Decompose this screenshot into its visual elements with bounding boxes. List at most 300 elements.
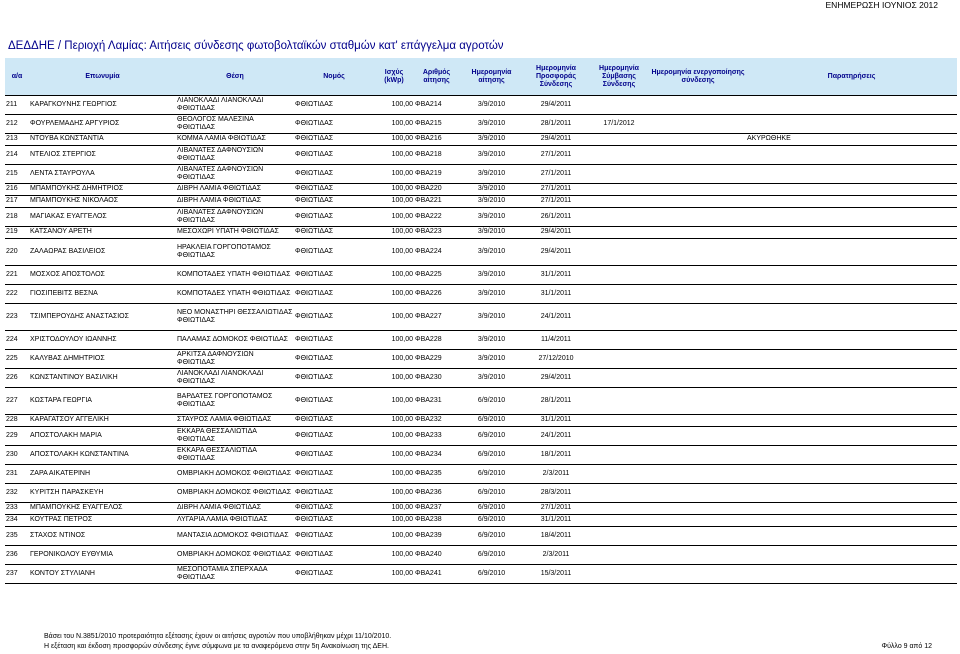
row-app-date: 3/9/2010 bbox=[459, 134, 524, 146]
row-app-date: 3/9/2010 bbox=[459, 96, 524, 115]
row-nomos: ΦΘΙΩΤΙΔΑΣ bbox=[294, 115, 374, 134]
row-aa: 221 bbox=[5, 266, 29, 285]
row-name: ΑΠΟΣΤΟΛΑΚΗ ΚΩΝΣΤΑΝΤΙΝΑ bbox=[29, 446, 176, 465]
row-app-date: 6/9/2010 bbox=[459, 503, 524, 515]
row-place: ΔΙΒΡΗ ΛΑΜΙΑ ΦΘΙΩΤΙΔΑΣ bbox=[176, 503, 294, 515]
row-app-date: 3/9/2010 bbox=[459, 196, 524, 208]
row-offer-date: 18/1/2011 bbox=[524, 446, 588, 465]
row-name: ΖΑΡΑ ΑΙΚΑΤΕΡΙΝΗ bbox=[29, 465, 176, 484]
row-app-number: ΦΒΑ239 bbox=[414, 527, 459, 546]
row-app-number: ΦΒΑ216 bbox=[414, 134, 459, 146]
row-contract-date bbox=[588, 446, 650, 465]
row-app-number: ΦΒΑ225 bbox=[414, 266, 459, 285]
row-nomos: ΦΘΙΩΤΙΔΑΣ bbox=[294, 565, 374, 584]
row-nomos: ΦΘΙΩΤΙΔΑΣ bbox=[294, 515, 374, 527]
row-app-date: 3/9/2010 bbox=[459, 350, 524, 369]
table-row bbox=[5, 427, 957, 446]
row-activation-date bbox=[650, 134, 746, 146]
row-name: ΜΠΑΜΠΟΥΚΗΣ ΔΗΜΗΤΡΙΟΣ bbox=[29, 184, 176, 196]
row-power: 100,00 bbox=[374, 465, 414, 484]
update-note: ΕΝΗΜΕΡΩΣΗ ΙΟΥΝΙΟΣ 2012 bbox=[825, 0, 938, 10]
row-place: ΜΕΣΟΠΟΤΑΜΙΑ ΣΠΕΡΧΑΔΑ ΦΘΙΩΤΙΔΑΣ bbox=[176, 565, 294, 584]
row-contract-date bbox=[588, 565, 650, 584]
row-contract-date bbox=[588, 146, 650, 165]
row-name: ΚΑΡΑΓΚΟΥΝΗΣ ΓΕΩΡΓΙΟΣ bbox=[29, 96, 176, 115]
row-power: 100,00 bbox=[374, 266, 414, 285]
row-nomos: ΦΘΙΩΤΙΔΑΣ bbox=[294, 266, 374, 285]
row-aa: 219 bbox=[5, 227, 29, 239]
row-app-number: ΦΒΑ237 bbox=[414, 503, 459, 515]
row-offer-date: 27/1/2011 bbox=[524, 146, 588, 165]
table-row bbox=[5, 96, 957, 115]
row-name: ΑΠΟΣΤΟΛΑΚΗ ΜΑΡΙΑ bbox=[29, 427, 176, 446]
row-power: 100,00 bbox=[374, 565, 414, 584]
row-app-date: 6/9/2010 bbox=[459, 388, 524, 415]
row-app-number: ΦΒΑ232 bbox=[414, 415, 459, 427]
row-app-date: 3/9/2010 bbox=[459, 369, 524, 388]
row-power: 100,00 bbox=[374, 331, 414, 350]
row-power: 100,00 bbox=[374, 503, 414, 515]
row-app-date: 3/9/2010 bbox=[459, 285, 524, 304]
row-offer-date: 28/1/2011 bbox=[524, 115, 588, 134]
row-contract-date bbox=[588, 208, 650, 227]
row-aa: 216 bbox=[5, 184, 29, 196]
row-place: ΕΚΚΑΡΑ ΘΕΣΣΑΛΙΩΤΙΔΑ ΦΘΙΩΤΙΔΑΣ bbox=[176, 446, 294, 465]
row-name: ΜΟΣΧΟΣ ΑΠΟΣΤΟΛΟΣ bbox=[29, 266, 176, 285]
row-contract-date bbox=[588, 285, 650, 304]
row-app-date: 6/9/2010 bbox=[459, 546, 524, 565]
row-offer-date: 24/1/2011 bbox=[524, 427, 588, 446]
row-contract-date bbox=[588, 184, 650, 196]
row-offer-date: 31/1/2011 bbox=[524, 415, 588, 427]
row-notes bbox=[746, 446, 957, 465]
row-app-date: 3/9/2010 bbox=[459, 184, 524, 196]
row-app-number: ΦΒΑ221 bbox=[414, 196, 459, 208]
table-row bbox=[5, 285, 957, 304]
row-app-date: 3/9/2010 bbox=[459, 115, 524, 134]
row-notes bbox=[746, 503, 957, 515]
row-notes bbox=[746, 388, 957, 415]
row-activation-date bbox=[650, 388, 746, 415]
row-place: ΘΕΟΛΟΓΟΣ ΜΑΛΕΣΙΝΑ ΦΘΙΩΤΙΔΑΣ bbox=[176, 115, 294, 134]
footer-line-1: Βάσει του Ν.3851/2010 προτεραιότητα εξέτασης έχουν οι αιτήσεις αγροτών που υποβλήθηκαν μέχρι 11/10/2010. bbox=[44, 633, 392, 640]
table-row bbox=[5, 484, 957, 503]
row-power: 100,00 bbox=[374, 184, 414, 196]
row-activation-date bbox=[650, 96, 746, 115]
row-activation-date bbox=[650, 285, 746, 304]
row-notes bbox=[746, 184, 957, 196]
row-notes bbox=[746, 427, 957, 446]
row-notes bbox=[746, 527, 957, 546]
row-app-number: ΦΒΑ226 bbox=[414, 285, 459, 304]
row-place: ΚΟΜΠΟΤΑΔΕΣ ΥΠΑΤΗ ΦΘΙΩΤΙΔΑΣ bbox=[176, 285, 294, 304]
row-nomos: ΦΘΙΩΤΙΔΑΣ bbox=[294, 331, 374, 350]
row-activation-date bbox=[650, 515, 746, 527]
row-name: ΚΟΝΤΟΥ ΣΤΥΛΙΑΝΗ bbox=[29, 565, 176, 584]
row-contract-date bbox=[588, 415, 650, 427]
row-contract-date bbox=[588, 96, 650, 115]
row-contract-date bbox=[588, 388, 650, 415]
row-nomos: ΦΘΙΩΤΙΔΑΣ bbox=[294, 446, 374, 465]
row-offer-date: 18/4/2011 bbox=[524, 527, 588, 546]
row-aa: 227 bbox=[5, 388, 29, 415]
row-place: ΚΟΜΠΟΤΑΔΕΣ ΥΠΑΤΗ ΦΘΙΩΤΙΔΑΣ bbox=[176, 266, 294, 285]
row-nomos: ΦΘΙΩΤΙΔΑΣ bbox=[294, 208, 374, 227]
row-app-date: 6/9/2010 bbox=[459, 565, 524, 584]
sheet-number: Φύλλο 9 από 12 bbox=[881, 643, 932, 650]
row-name: ΝΤΟΥΒΑ ΚΩΝΣΤΑΝΤΙΑ bbox=[29, 134, 176, 146]
row-name: ΚΟΥΤΡΑΣ ΠΕΤΡΟΣ bbox=[29, 515, 176, 527]
row-activation-date bbox=[650, 227, 746, 239]
row-activation-date bbox=[650, 465, 746, 484]
row-contract-date bbox=[588, 369, 650, 388]
row-power: 100,00 bbox=[374, 515, 414, 527]
row-contract-date bbox=[588, 134, 650, 146]
row-power: 100,00 bbox=[374, 369, 414, 388]
table-row bbox=[5, 239, 957, 266]
row-notes bbox=[746, 350, 957, 369]
row-app-number: ΦΒΑ236 bbox=[414, 484, 459, 503]
row-name: ΝΤΕΛΙΟΣ ΣΤΕΡΓΙΟΣ bbox=[29, 146, 176, 165]
row-place: ΟΜΒΡΙΑΚΗ ΔΟΜΟΚΟΣ ΦΘΙΩΤΙΔΑΣ bbox=[176, 484, 294, 503]
row-aa: 232 bbox=[5, 484, 29, 503]
table-row bbox=[5, 546, 957, 565]
row-offer-date: 27/1/2011 bbox=[524, 503, 588, 515]
row-power: 100,00 bbox=[374, 227, 414, 239]
row-activation-date bbox=[650, 415, 746, 427]
col-header-app-date: Ημερομηνία αίτησης bbox=[459, 58, 524, 96]
row-name: ΜΠΑΜΠΟΥΚΗΣ ΝΙΚΟΛΑΟΣ bbox=[29, 196, 176, 208]
table-row bbox=[5, 208, 957, 227]
row-app-number: ΦΒΑ235 bbox=[414, 465, 459, 484]
col-header-contract-date: Ημερομηνία Σύμβασης Σύνδεσης bbox=[588, 58, 650, 96]
row-nomos: ΦΘΙΩΤΙΔΑΣ bbox=[294, 369, 374, 388]
row-offer-date: 27/1/2011 bbox=[524, 165, 588, 184]
table-row bbox=[5, 227, 957, 239]
row-app-date: 3/9/2010 bbox=[459, 239, 524, 266]
col-header-activation-date: Ημερομηνία ενεργοποίησης σύνδεσης bbox=[650, 58, 746, 96]
row-nomos: ΦΘΙΩΤΙΔΑΣ bbox=[294, 388, 374, 415]
row-app-number: ΦΒΑ224 bbox=[414, 239, 459, 266]
col-header-aa: α/α bbox=[5, 58, 29, 96]
row-notes bbox=[746, 165, 957, 184]
row-place: ΔΙΒΡΗ ΛΑΜΙΑ ΦΘΙΩΤΙΔΑΣ bbox=[176, 184, 294, 196]
row-contract-date bbox=[588, 227, 650, 239]
row-activation-date bbox=[650, 165, 746, 184]
table-row bbox=[5, 350, 957, 369]
row-activation-date bbox=[650, 208, 746, 227]
row-aa: 217 bbox=[5, 196, 29, 208]
row-app-number: ΦΒΑ214 bbox=[414, 96, 459, 115]
row-offer-date: 28/3/2011 bbox=[524, 484, 588, 503]
row-nomos: ΦΘΙΩΤΙΔΑΣ bbox=[294, 146, 374, 165]
row-name: ΚΑΛΥΒΑΣ ΔΗΜΗΤΡΙΟΣ bbox=[29, 350, 176, 369]
row-power: 100,00 bbox=[374, 165, 414, 184]
table-row bbox=[5, 503, 957, 515]
table-row bbox=[5, 196, 957, 208]
row-offer-date: 28/1/2011 bbox=[524, 388, 588, 415]
row-aa: 230 bbox=[5, 446, 29, 465]
row-place: ΠΑΛΑΜΑΣ ΔΟΜΟΚΟΣ ΦΘΙΩΤΙΔΑΣ bbox=[176, 331, 294, 350]
row-app-number: ΦΒΑ215 bbox=[414, 115, 459, 134]
header-row bbox=[5, 58, 957, 96]
row-app-date: 3/9/2010 bbox=[459, 146, 524, 165]
table-row bbox=[5, 266, 957, 285]
row-nomos: ΦΘΙΩΤΙΔΑΣ bbox=[294, 304, 374, 331]
row-activation-date bbox=[650, 239, 746, 266]
row-nomos: ΦΘΙΩΤΙΔΑΣ bbox=[294, 239, 374, 266]
row-name: ΤΣΙΜΠΕΡΟΥΔΗΣ ΑΝΑΣΤΑΣΙΟΣ bbox=[29, 304, 176, 331]
row-app-date: 6/9/2010 bbox=[459, 446, 524, 465]
row-place: ΚΟΜΜΑ ΛΑΜΙΑ ΦΘΙΩΤΙΔΑΣ bbox=[176, 134, 294, 146]
row-notes bbox=[746, 146, 957, 165]
row-contract-date bbox=[588, 304, 650, 331]
row-app-number: ΦΒΑ240 bbox=[414, 546, 459, 565]
row-power: 100,00 bbox=[374, 546, 414, 565]
row-offer-date: 27/12/2010 bbox=[524, 350, 588, 369]
row-name: ΓΕΡΟΝΙΚΟΛΟΥ ΕΥΘΥΜΙΑ bbox=[29, 546, 176, 565]
row-power: 100,00 bbox=[374, 484, 414, 503]
row-nomos: ΦΘΙΩΤΙΔΑΣ bbox=[294, 546, 374, 565]
row-place: ΜΑΝΤΑΣΙΑ ΔΟΜΟΚΟΣ ΦΘΙΩΤΙΔΑΣ bbox=[176, 527, 294, 546]
row-aa: 214 bbox=[5, 146, 29, 165]
row-nomos: ΦΘΙΩΤΙΔΑΣ bbox=[294, 184, 374, 196]
row-notes bbox=[746, 546, 957, 565]
row-aa: 213 bbox=[5, 134, 29, 146]
table-row bbox=[5, 184, 957, 196]
row-offer-date: 26/1/2011 bbox=[524, 208, 588, 227]
row-place: ΒΑΡΔΑΤΕΣ ΓΟΡΓΟΠΟΤΑΜΟΣ ΦΘΙΩΤΙΔΑΣ bbox=[176, 388, 294, 415]
row-activation-date bbox=[650, 546, 746, 565]
row-contract-date bbox=[588, 465, 650, 484]
row-contract-date bbox=[588, 239, 650, 266]
row-activation-date bbox=[650, 527, 746, 546]
footer-notes bbox=[44, 632, 391, 651]
row-aa: 212 bbox=[5, 115, 29, 134]
row-app-number: ΦΒΑ229 bbox=[414, 350, 459, 369]
row-activation-date bbox=[650, 427, 746, 446]
row-place: ΜΕΣΟΧΩΡΙ ΥΠΑΤΗ ΦΘΙΩΤΙΔΑΣ bbox=[176, 227, 294, 239]
row-power: 100,00 bbox=[374, 285, 414, 304]
row-app-number: ΦΒΑ220 bbox=[414, 184, 459, 196]
row-power: 100,00 bbox=[374, 196, 414, 208]
row-aa: 220 bbox=[5, 239, 29, 266]
row-activation-date bbox=[650, 484, 746, 503]
row-nomos: ΦΘΙΩΤΙΔΑΣ bbox=[294, 503, 374, 515]
row-name: ΛΕΝΤΑ ΣΤΑΥΡΟΥΛΑ bbox=[29, 165, 176, 184]
row-power: 100,00 bbox=[374, 350, 414, 369]
row-offer-date: 29/4/2011 bbox=[524, 239, 588, 266]
table-row bbox=[5, 146, 957, 165]
row-app-number: ΦΒΑ222 bbox=[414, 208, 459, 227]
col-header-app-number: Αριθμός αίτησης bbox=[414, 58, 459, 96]
row-nomos: ΦΘΙΩΤΙΔΑΣ bbox=[294, 527, 374, 546]
row-offer-date: 11/4/2011 bbox=[524, 331, 588, 350]
row-place: ΑΡΚΙΤΣΑ ΔΑΦΝΟΥΣΙΩΝ ΦΘΙΩΤΙΔΑΣ bbox=[176, 350, 294, 369]
row-nomos: ΦΘΙΩΤΙΔΑΣ bbox=[294, 350, 374, 369]
row-app-number: ΦΒΑ227 bbox=[414, 304, 459, 331]
row-place: ΛΙΑΝΟΚΛΑΔΙ ΛΙΑΝΟΚΛΑΔΙ ΦΘΙΩΤΙΔΑΣ bbox=[176, 369, 294, 388]
row-contract-date bbox=[588, 546, 650, 565]
row-offer-date: 29/4/2011 bbox=[524, 96, 588, 115]
row-app-date: 6/9/2010 bbox=[459, 415, 524, 427]
row-activation-date bbox=[650, 304, 746, 331]
row-app-date: 6/9/2010 bbox=[459, 515, 524, 527]
row-notes bbox=[746, 565, 957, 584]
footer-line-2: Η εξέταση και έκδοση προσφορών σύνδεσης έγινε σύμφωνα με τα αναφερόμενα στην 5η Ανακοίνωση της ΔΕΗ. bbox=[44, 642, 389, 650]
table-row bbox=[5, 304, 957, 331]
page-title: ΔΕΔΔΗΕ / Περιοχή Λαμίας: Αιτήσεις σύνδεσης φωτοβολταϊκών σταθμών κατ' επάγγελμα αγροτών bbox=[8, 40, 504, 52]
row-name: ΦΟΥΡΛΕΜΑΔΗΣ ΑΡΓΥΡΙΟΣ bbox=[29, 115, 176, 134]
row-nomos: ΦΘΙΩΤΙΔΑΣ bbox=[294, 465, 374, 484]
row-name: ΜΠΑΜΠΟΥΚΗΣ ΕΥΑΓΓΕΛΟΣ bbox=[29, 503, 176, 515]
row-contract-date bbox=[588, 515, 650, 527]
row-app-number: ΦΒΑ223 bbox=[414, 227, 459, 239]
row-app-number: ΦΒΑ228 bbox=[414, 331, 459, 350]
row-notes bbox=[746, 515, 957, 527]
row-power: 100,00 bbox=[374, 239, 414, 266]
row-aa: 231 bbox=[5, 465, 29, 484]
row-contract-date bbox=[588, 350, 650, 369]
row-app-number: ΦΒΑ230 bbox=[414, 369, 459, 388]
row-aa: 225 bbox=[5, 350, 29, 369]
row-place: ΔΙΒΡΗ ΛΑΜΙΑ ΦΘΙΩΤΙΔΑΣ bbox=[176, 196, 294, 208]
row-contract-date bbox=[588, 165, 650, 184]
row-offer-date: 29/4/2011 bbox=[524, 369, 588, 388]
row-app-number: ΦΒΑ231 bbox=[414, 388, 459, 415]
row-app-date: 6/9/2010 bbox=[459, 427, 524, 446]
col-header-offer-date: Ημερομηνία Προσφοράς Σύνδεσης bbox=[524, 58, 588, 96]
row-notes bbox=[746, 208, 957, 227]
row-place: ΗΡΑΚΛΕΙΑ ΓΟΡΓΟΠΟΤΑΜΟΣ ΦΘΙΩΤΙΔΑΣ bbox=[176, 239, 294, 266]
col-header-notes: Παρατηρήσεις bbox=[746, 58, 957, 96]
row-app-number: ΦΒΑ218 bbox=[414, 146, 459, 165]
table-row bbox=[5, 115, 957, 134]
row-app-date: 3/9/2010 bbox=[459, 304, 524, 331]
row-app-date: 3/9/2010 bbox=[459, 266, 524, 285]
row-contract-date: 17/1/2012 bbox=[588, 115, 650, 134]
row-aa: 233 bbox=[5, 503, 29, 515]
row-notes bbox=[746, 465, 957, 484]
row-name: ΖΑΛΑΩΡΑΣ ΒΑΣΙΛΕΙΟΣ bbox=[29, 239, 176, 266]
row-aa: 211 bbox=[5, 96, 29, 115]
table-body bbox=[5, 96, 957, 584]
row-offer-date: 27/1/2011 bbox=[524, 196, 588, 208]
row-offer-date: 31/1/2011 bbox=[524, 266, 588, 285]
row-notes bbox=[746, 369, 957, 388]
row-activation-date bbox=[650, 115, 746, 134]
row-aa: 222 bbox=[5, 285, 29, 304]
row-app-date: 3/9/2010 bbox=[459, 331, 524, 350]
row-aa: 229 bbox=[5, 427, 29, 446]
table-row bbox=[5, 331, 957, 350]
table-row bbox=[5, 527, 957, 546]
row-offer-date: 27/1/2011 bbox=[524, 184, 588, 196]
row-power: 100,00 bbox=[374, 427, 414, 446]
row-activation-date bbox=[650, 184, 746, 196]
row-power: 100,00 bbox=[374, 96, 414, 115]
row-contract-date bbox=[588, 266, 650, 285]
row-place: ΛΙΑΝΟΚΛΑΔΙ ΛΙΑΝΟΚΛΑΔΙ ΦΘΙΩΤΙΔΑΣ bbox=[176, 96, 294, 115]
row-app-date: 3/9/2010 bbox=[459, 165, 524, 184]
row-activation-date bbox=[650, 266, 746, 285]
row-power: 100,00 bbox=[374, 446, 414, 465]
row-activation-date bbox=[650, 146, 746, 165]
table-row bbox=[5, 565, 957, 584]
row-activation-date bbox=[650, 331, 746, 350]
row-notes bbox=[746, 484, 957, 503]
row-aa: 235 bbox=[5, 527, 29, 546]
table-row bbox=[5, 165, 957, 184]
col-header-place: Θέση bbox=[176, 58, 294, 96]
row-offer-date: 2/3/2011 bbox=[524, 546, 588, 565]
row-notes bbox=[746, 266, 957, 285]
row-power: 100,00 bbox=[374, 304, 414, 331]
row-name: ΜΑΓΙΑΚΑΣ ΕΥΑΓΓΕΛΟΣ bbox=[29, 208, 176, 227]
row-name: ΚΑΤΣΑΝΟΥ ΑΡΕΤΗ bbox=[29, 227, 176, 239]
row-place: ΣΤΑΥΡΟΣ ΛΑΜΙΑ ΦΘΙΩΤΙΔΑΣ bbox=[176, 415, 294, 427]
row-activation-date bbox=[650, 503, 746, 515]
row-offer-date: 24/1/2011 bbox=[524, 304, 588, 331]
applications-table bbox=[5, 58, 957, 584]
row-app-number: ΦΒΑ234 bbox=[414, 446, 459, 465]
row-name: ΣΤΑΧΟΣ ΝΤΙΝΟΣ bbox=[29, 527, 176, 546]
row-app-date: 3/9/2010 bbox=[459, 208, 524, 227]
row-contract-date bbox=[588, 196, 650, 208]
row-offer-date: 29/4/2011 bbox=[524, 227, 588, 239]
table-row bbox=[5, 388, 957, 415]
row-name: ΧΡΙΣΤΟΔΟΥΛΟΥ ΙΩΑΝΝΗΣ bbox=[29, 331, 176, 350]
row-notes bbox=[746, 196, 957, 208]
row-notes bbox=[746, 115, 957, 134]
row-nomos: ΦΘΙΩΤΙΔΑΣ bbox=[294, 134, 374, 146]
row-contract-date bbox=[588, 331, 650, 350]
row-app-number: ΦΒΑ233 bbox=[414, 427, 459, 446]
table-row bbox=[5, 515, 957, 527]
row-activation-date bbox=[650, 196, 746, 208]
row-offer-date: 29/4/2011 bbox=[524, 134, 588, 146]
row-place: ΛΙΒΑΝΑΤΕΣ ΔΑΦΝΟΥΣΙΩΝ ΦΘΙΩΤΙΔΑΣ bbox=[176, 208, 294, 227]
row-power: 100,00 bbox=[374, 527, 414, 546]
row-aa: 224 bbox=[5, 331, 29, 350]
row-activation-date bbox=[650, 369, 746, 388]
row-power: 100,00 bbox=[374, 415, 414, 427]
row-nomos: ΦΘΙΩΤΙΔΑΣ bbox=[294, 285, 374, 304]
row-name: ΚΩΣΤΑΡΑ ΓΕΩΡΓΙΑ bbox=[29, 388, 176, 415]
row-notes: ΑΚΥΡΩΘΗΚΕ bbox=[746, 134, 957, 146]
row-notes bbox=[746, 304, 957, 331]
row-notes bbox=[746, 285, 957, 304]
row-activation-date bbox=[650, 565, 746, 584]
row-name: ΚΑΡΑΓΑΤΣΟΥ ΑΓΓΕΛΙΚΗ bbox=[29, 415, 176, 427]
row-app-date: 6/9/2010 bbox=[459, 484, 524, 503]
row-notes bbox=[746, 227, 957, 239]
row-app-number: ΦΒΑ238 bbox=[414, 515, 459, 527]
row-power: 100,00 bbox=[374, 146, 414, 165]
row-aa: 236 bbox=[5, 546, 29, 565]
row-aa: 237 bbox=[5, 565, 29, 584]
row-place: ΛΥΓΑΡΙΑ ΛΑΜΙΑ ΦΘΙΩΤΙΔΑΣ bbox=[176, 515, 294, 527]
row-app-date: 6/9/2010 bbox=[459, 465, 524, 484]
table-row bbox=[5, 134, 957, 146]
row-name: ΚΩΝΣΤΑΝΤΙΝΟΥ ΒΑΣΙΛΙΚΗ bbox=[29, 369, 176, 388]
row-place: ΟΜΒΡΙΑΚΗ ΔΟΜΟΚΟΣ ΦΘΙΩΤΙΔΑΣ bbox=[176, 546, 294, 565]
row-aa: 226 bbox=[5, 369, 29, 388]
row-nomos: ΦΘΙΩΤΙΔΑΣ bbox=[294, 165, 374, 184]
row-notes bbox=[746, 415, 957, 427]
row-app-date: 3/9/2010 bbox=[459, 227, 524, 239]
row-nomos: ΦΘΙΩΤΙΔΑΣ bbox=[294, 96, 374, 115]
